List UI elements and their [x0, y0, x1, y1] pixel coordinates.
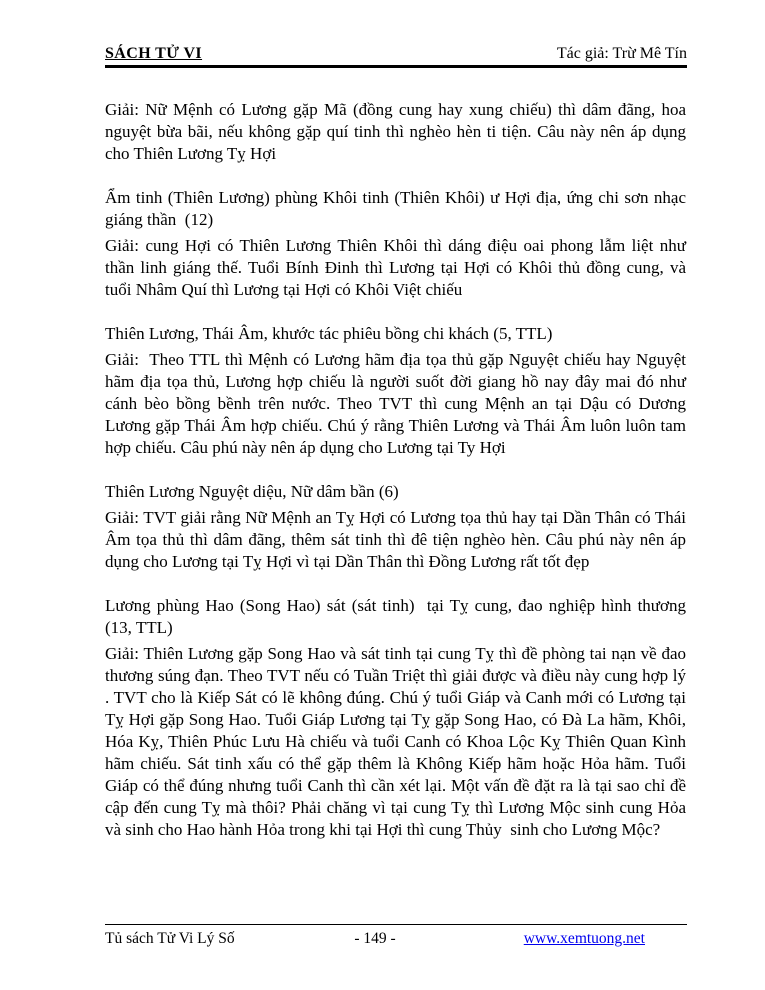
website-link[interactable]: www.xemtuong.net: [523, 930, 645, 947]
paragraph: Giải: Theo TTL thì Mệnh có Lương hãm địa tọa thủ gặp Nguyệt chiếu hay Nguyệt hãm địa tọa thủ, Lương hợp chiếu là người suốt đời giang hồ nay đây mai đó như cánh bèo bồng bềnh trên nước. Theo TVT thì cung Mệnh an tại Dậu có Dương Lương gặp Thái Âm hợp chiếu. Chú ý rằng Thiên Lương và Thái Âm luôn luôn tam hợp chiếu. Câu phú này nên áp dụng cho Lương tại Ty Hợi: [105, 350, 686, 457]
book-title: SÁCH TỬ VI: [105, 45, 203, 62]
header-rule: [105, 65, 687, 68]
page-footer: [105, 929, 687, 949]
document-body: [105, 99, 686, 841]
phu-verse: Thiên Lương Nguyệt diệu, Nữ dâm bần (6): [105, 482, 399, 501]
footer-rule: [105, 924, 687, 925]
paragraph: Giải: TVT giải rằng Nữ Mệnh an Tỵ Hợi có Lương tọa thủ hay tại Dần Thân có Thái Âm tọa thủ thì dâm đãng, thêm sát tinh thì đê tiện nghèo hèn. Câu phú này nên áp dụng cho Lương tại Tỵ Hợi vì tại Dần Thân thì Đồng Lương rất tốt đẹp: [105, 508, 686, 571]
paragraph: Giải: cung Hợi có Thiên Lương Thiên Khôi thì dáng điệu oai phong lẫm liệt như thần linh giáng thế. Tuổi Bính Đinh thì Lương tại Hợi có Khôi thủ đồng cung, và tuổi Nhâm Quí thì Lương tại Hợi có Khôi Việt chiếu: [105, 236, 686, 299]
page-number: - 149 -: [354, 930, 396, 947]
phu-verse: Thiên Lương, Thái Âm, khước tác phiêu bồng chi khách (5, TTL): [105, 324, 553, 343]
phu-verse: Ẩm tinh (Thiên Lương) phùng Khôi tinh (Thiên Khôi) ư Hợi địa, ứng chi sơn nhạc giáng thần (12): [105, 188, 686, 229]
paragraph: Giải: Nữ Mệnh có Lương gặp Mã (đồng cung hay xung chiếu) thì dâm đãng, hoa nguyệt bừa bãi, nếu không gặp quí tinh thì nghèo hèn ti tiện. Câu này nên áp dụng cho Thiên Lương Tỵ Hợi: [105, 100, 686, 163]
footer-link-cell: [465, 929, 687, 949]
paragraph: Giải: Thiên Lương gặp Song Hao và sát tinh tại cung Tỵ thì đề phòng tai nạn về đao thương súng đạn. Theo TVT nếu có Tuần Triệt thì giải được và điều này cung hợp lý . TVT cho là Kiếp Sát có lẽ không đúng. Chú ý tuổi Giáp và Canh mới có Lương tại Tỵ Hợi gặp Song Hao. Tuổi Giáp Lương tại Tỵ gặp Song Hao, có Đà La hãm, Khôi, Hóa Kỵ, Thiên Phúc Lưu Hà chiếu và tuổi Canh có Khoa Lộc Kỵ Thiên Quan Kình hãm chiếu. Sát tinh xấu có thể gặp thêm là Không Kiếp hãm hoặc Hỏa hãm. Tuổi Giáp có thể đúng nhưng tuổi Canh thì cần xét lại. Một vấn đề đặt ra là tại sao chỉ đề cập đến cung Tỵ mà thôi? Phải chăng vì tại cung Tỵ thì Lương Mộc sinh cung Hỏa và sinh cho Hao hành Hỏa trong khi tại Hợi thì cung Thủy sinh cho Lương Mộc?: [105, 644, 686, 839]
footer-series-title: Tủ sách Tử Vi Lý Số: [105, 930, 235, 947]
phu-verse: Lương phùng Hao (Song Hao) sát (sát tinh) tại Tỵ cung, đao nghiệp hình thương (13, TTL): [105, 596, 686, 637]
author-credit: Tác giả: Trừ Mê Tín: [556, 45, 687, 62]
page-header: [105, 44, 687, 64]
